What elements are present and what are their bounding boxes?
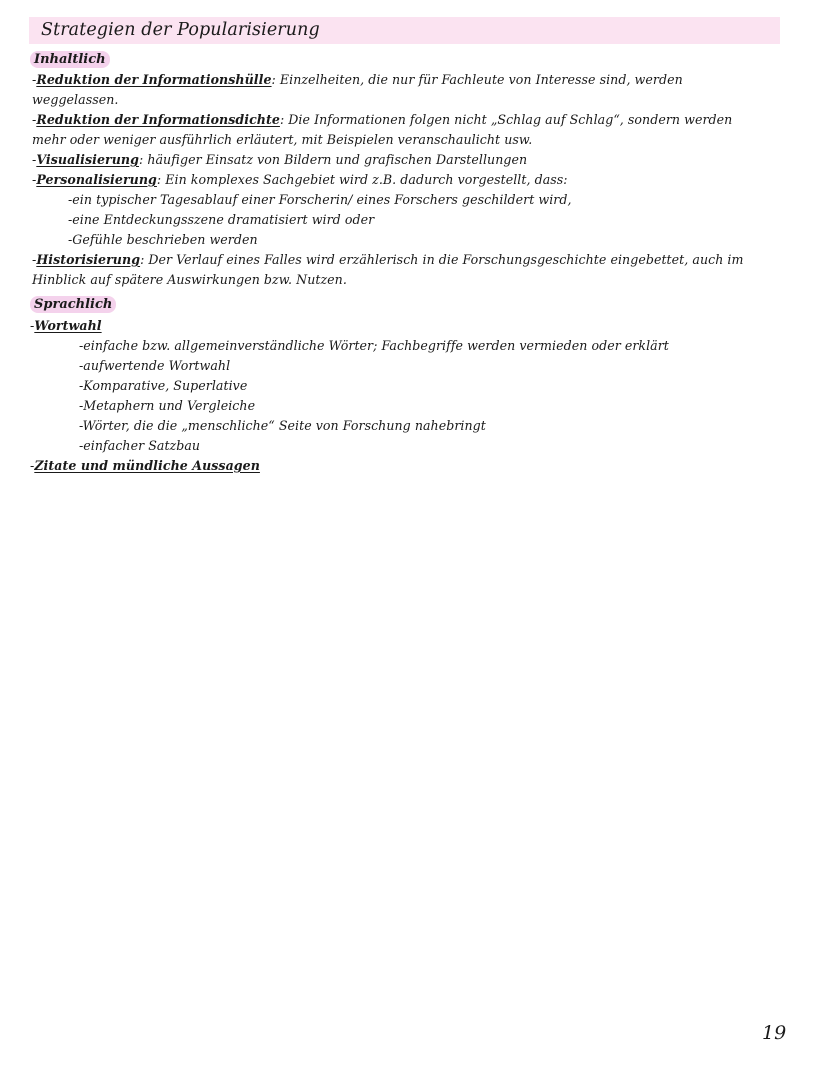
section-heading-inhaltlich: Inhaltlich <box>30 51 110 68</box>
item-wortwahl: -Wortwahl <box>30 318 102 333</box>
personalisierung-sub-item: -Gefühle beschrieben werden <box>68 232 258 247</box>
item-reduktion-informationsdichte: -Reduktion der Informationsdichte: Die Informationen folgen nicht „Schlag auf Schlag“, sondern werden <box>32 112 733 127</box>
personalisierung-sub-item: -ein typischer Tagesablauf einer Forscherin/ eines Forschers geschildert wird, <box>68 192 572 207</box>
item-visualisierung: -Visualisierung: häufiger Einsatz von Bildern und grafischen Darstellungen <box>32 152 528 167</box>
page-number: 19 <box>762 1022 787 1044</box>
item-zitate: -Zitate und mündliche Aussagen <box>30 458 260 473</box>
item-reduktion-informationshuelle-cont: weggelassen. <box>32 92 119 107</box>
title-bar <box>29 17 780 44</box>
wortwahl-sub-item: -Wörter, die die „menschliche“ Seite von Forschung nahebringt <box>79 418 486 433</box>
wortwahl-sub-item: -Metaphern und Vergleiche <box>79 398 256 413</box>
wortwahl-sub-item: -einfacher Satzbau <box>79 438 201 453</box>
wortwahl-sub-item: -Komparative, Superlative <box>79 378 248 393</box>
item-reduktion-informationshuelle: -Reduktion der Informationshülle: Einzelheiten, die nur für Fachleute von Interesse sind, werden <box>32 72 683 87</box>
personalisierung-sub-item: -eine Entdeckungsszene dramatisiert wird oder <box>68 212 375 227</box>
page-title: Strategien der Popularisierung <box>41 20 320 40</box>
item-personalisierung: -Personalisierung: Ein komplexes Sachgebiet wird z.B. dadurch vorgestellt, dass: <box>32 172 568 187</box>
section-heading-sprachlich: Sprachlich <box>30 296 116 313</box>
wortwahl-sub-item: -einfache bzw. allgemeinverständliche Wörter; Fachbegriffe werden vermieden oder erklärt <box>79 338 669 353</box>
item-historisierung-cont: Hinblick auf spätere Auswirkungen bzw. Nutzen. <box>32 272 347 287</box>
item-reduktion-informationsdichte-cont: mehr oder weniger ausführlich erläutert, mit Beispielen veranschaulicht usw. <box>32 132 533 147</box>
wortwahl-sub-item: -aufwertende Wortwahl <box>79 358 231 373</box>
item-historisierung: -Historisierung: Der Verlauf eines Falles wird erzählerisch in die Forschungsgeschichte eingebettet, auch im <box>32 252 744 267</box>
